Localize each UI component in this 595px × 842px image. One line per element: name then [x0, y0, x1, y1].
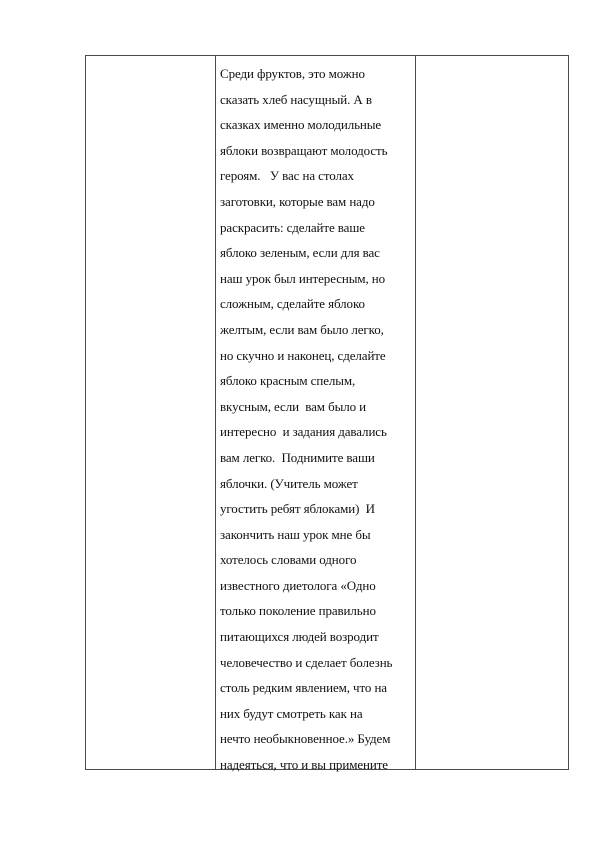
table-cell-left	[86, 56, 215, 769]
text-line: хотелось словами одного	[220, 552, 357, 568]
text-line: вкусным, если вам было и	[220, 398, 367, 414]
text-line: нечто необыкновенное.» Будем	[220, 731, 391, 747]
text-line: сказках именно молодильные	[220, 117, 382, 133]
lesson-plan-table	[85, 55, 569, 773]
text-line: интересно и задания давались	[220, 424, 387, 440]
text-line: заготовки, которые вам надо	[220, 193, 375, 209]
text-line: надеяться, что и вы примените	[220, 757, 388, 773]
text-line: угостить ребят яблоками) И	[220, 501, 375, 517]
text-line: но скучно и наконец, сделайте	[220, 347, 386, 363]
text-line: желтым, если вам было легко,	[220, 321, 384, 337]
text-line: столь редким явлением, что на	[220, 680, 387, 696]
text-line: наш урок был интересным, но	[220, 270, 386, 286]
text-line: Среди фруктов, это можно	[220, 66, 365, 81]
text-line: известного диетолога «Одно	[220, 577, 376, 593]
table-cell-middle	[216, 56, 415, 773]
text-line: сложным, сделайте яблоко	[220, 296, 365, 312]
text-line: яблоко зеленым, если для вас	[220, 245, 380, 261]
text-line: яблочки. (Учитель может	[220, 475, 358, 491]
middle-cell-text	[220, 61, 392, 778]
text-line: сказать хлеб насущный. А в	[220, 91, 372, 107]
text-line: только поколение правильно	[220, 603, 376, 619]
text-line: раскрасить: сделайте ваше	[220, 219, 365, 235]
text-line: питающихся людей возродит	[220, 629, 379, 645]
text-line: закончить наш урок мне бы	[220, 526, 371, 542]
text-line: человечество и сделает болезнь	[220, 654, 393, 670]
table-cell-right	[416, 56, 569, 769]
text-line: героям. У вас на столах	[220, 168, 354, 184]
text-line: яблоки возвращают молодость	[220, 142, 388, 158]
text-line: них будут смотреть как на	[220, 705, 363, 721]
text-line: вам легко. Поднимите ваши	[220, 449, 375, 465]
text-line: яблоко красным спелым,	[220, 373, 356, 389]
